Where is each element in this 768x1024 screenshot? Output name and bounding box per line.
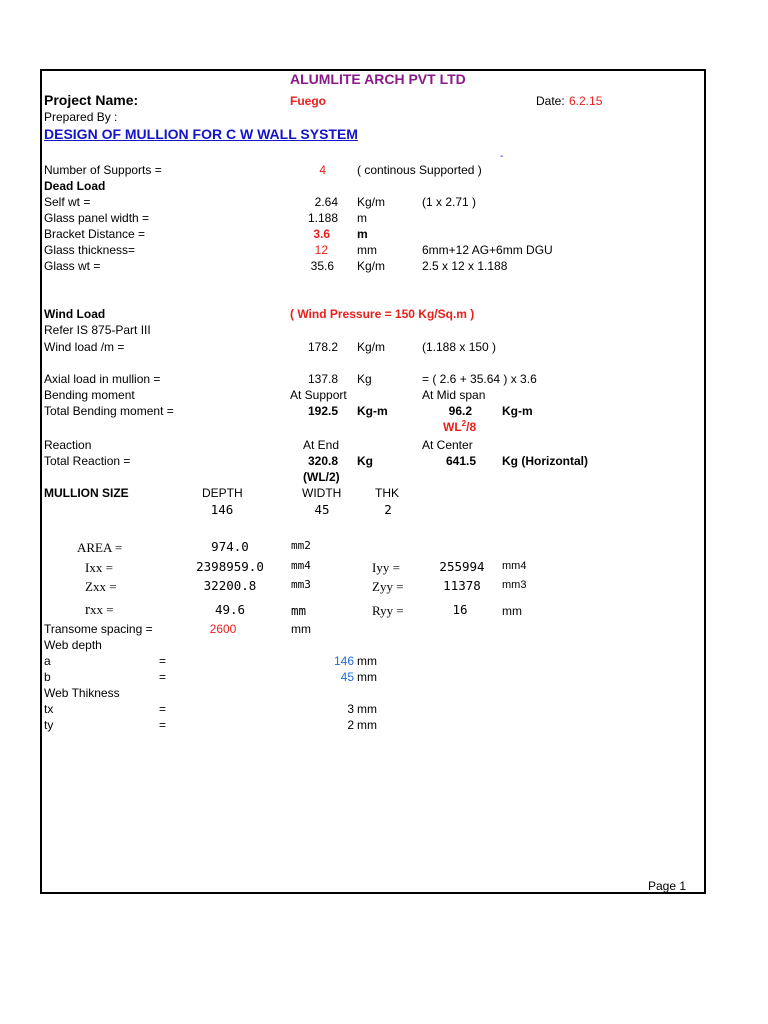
self-wt-label: Self wt = (44, 195, 91, 209)
transome-label: Transome spacing = (44, 622, 153, 636)
rxx-rest: xx = (90, 602, 114, 617)
axial-load-note: = ( 2.6 + 35.64 ) x 3.6 (422, 372, 537, 386)
ixx-label: Ixx = (85, 560, 113, 575)
self-wt-unit: Kg/m (357, 195, 386, 209)
reaction-center-value: 641.5 (445, 454, 476, 468)
zyy-label: Zyy = (372, 579, 404, 594)
iyy-unit: mm4 (502, 560, 527, 572)
reaction-end-unit: Kg (357, 454, 373, 468)
date-label: Date: (536, 94, 565, 108)
area-label: AREA = (77, 540, 123, 555)
bending-mid-unit: Kg-m (502, 404, 533, 418)
area-unit: mm2 (291, 539, 311, 552)
zxx-value: 32200.8 (203, 578, 257, 593)
web-a-eq: = (159, 654, 167, 668)
glass-thickness-note: 6mm+12 AG+6mm DGU (422, 243, 553, 257)
wind-load-note: (1.188 x 150 ) (422, 340, 497, 354)
self-wt-value: 2.64 (314, 195, 338, 209)
page-number: Page 1 (648, 879, 687, 893)
zyy-value: 11378 (443, 578, 481, 593)
axial-load-value: 137.8 (307, 372, 338, 386)
formula-tail: /8 (466, 420, 477, 434)
bending-mid-value: 96.2 (448, 404, 472, 418)
formula-base: WL (443, 420, 462, 434)
bracket-distance-label: Bracket Distance = (44, 227, 146, 241)
project-name-label: Project Name: (44, 92, 139, 108)
transome-unit: mm (291, 622, 311, 636)
self-wt-note: (1 x 2.71 ) (422, 195, 477, 209)
web-ty-eq: = (159, 718, 167, 732)
supports-label: Number of Supports = (44, 163, 162, 177)
area-value: 974.0 (211, 539, 249, 554)
wind-load-unit: Kg/m (357, 340, 386, 354)
formula-exponent: 2 (461, 419, 467, 428)
zxx-unit: mm3 (291, 578, 311, 591)
wind-load-value: 178.2 (307, 340, 338, 354)
width-value: 45 (314, 502, 330, 517)
transome-value: 2600 (209, 622, 237, 636)
ryy-label: Ryy = (372, 603, 404, 618)
wind-load-label: Wind load /m = (44, 340, 125, 354)
depth-label: DEPTH (202, 486, 243, 500)
total-reaction-label: Total Reaction = (44, 454, 131, 468)
glass-width-label: Glass panel width = (44, 211, 150, 225)
web-tx-name: tx (44, 702, 54, 716)
bending-moment-label: Bending moment (44, 388, 135, 402)
page-frame (40, 69, 706, 894)
zxx-label: Zxx = (85, 579, 117, 594)
rxx-r: r (85, 602, 90, 618)
bending-at-support: At Support (290, 388, 347, 402)
supports-note: ( continous Supported ) (357, 163, 482, 177)
reaction-center-unit: Kg (Horizontal) (502, 454, 588, 468)
reaction-at-end: At End (303, 438, 340, 452)
ixx-value: 2398959.0 (196, 559, 264, 574)
glass-wt-label: Glass wt = (44, 259, 101, 273)
ixx-unit: mm4 (291, 559, 311, 572)
thk-label: THK (375, 486, 399, 500)
bracket-distance-value: 3.6 (313, 227, 330, 241)
web-a-unit: mm (357, 654, 377, 668)
wind-pressure: ( Wind Pressure = 150 Kg/Sq.m ) (290, 307, 475, 321)
glass-width-unit: m (357, 211, 367, 225)
bending-support-value: 192.5 (307, 404, 338, 418)
page-title: DESIGN OF MULLION FOR C W WALL SYSTEM (44, 126, 358, 142)
reaction-label: Reaction (44, 438, 92, 452)
web-tx-eq: = (159, 702, 167, 716)
project-name-value: Fuego (290, 94, 326, 108)
supports-value: 4 (319, 163, 326, 177)
glass-thickness-label: Glass thickness= (44, 243, 136, 257)
web-tx-value: 3 (347, 702, 354, 716)
web-a-value: 146 (333, 654, 354, 668)
web-b-value: 45 (340, 670, 354, 684)
mullion-size-label: MULLION SIZE (44, 486, 129, 500)
axial-load-label: Axial load in mullion = (44, 372, 161, 386)
thk-value: 2 (384, 502, 392, 517)
wind-load-heading: Wind Load (44, 307, 106, 321)
glass-thickness-unit: mm (357, 243, 377, 257)
web-b-eq: = (159, 670, 167, 684)
wind-refer: Refer IS 875-Part III (44, 323, 151, 337)
web-thickness-heading: Web Thikness (44, 686, 120, 700)
ryy-unit: mm (502, 604, 522, 618)
ryy-value: 16 (452, 602, 468, 617)
company-name: ALUMLITE ARCH PVT LTD (290, 71, 466, 87)
rxx-label (85, 603, 114, 617)
glass-width-value: 1.188 (307, 211, 338, 225)
dash-mark: - (500, 151, 504, 162)
glass-thickness-value: 12 (314, 243, 328, 257)
bending-support-unit: Kg-m (357, 404, 388, 418)
bracket-distance-unit: m (357, 227, 368, 241)
web-tx-unit: mm (357, 702, 377, 716)
reaction-end-formula: (WL/2) (303, 470, 340, 484)
depth-value: 146 (210, 502, 234, 517)
web-ty-value: 2 (347, 718, 354, 732)
bending-at-mid: At Mid span (422, 388, 486, 402)
prepared-by-label: Prepared By : (44, 110, 118, 124)
axial-load-unit: Kg (357, 372, 372, 386)
date-value: 6.2.15 (569, 94, 603, 108)
web-b-unit: mm (357, 670, 377, 684)
glass-wt-note: 2.5 x 12 x 1.188 (422, 259, 508, 273)
glass-wt-value: 35.6 (310, 259, 334, 273)
web-a-name: a (44, 654, 51, 668)
iyy-value: 255994 (439, 559, 485, 574)
web-ty-unit: mm (357, 718, 377, 732)
zyy-unit: mm3 (502, 579, 527, 591)
glass-wt-unit: Kg/m (357, 259, 386, 273)
web-depth-heading: Web depth (44, 638, 102, 652)
width-label: WIDTH (302, 486, 342, 500)
total-bending-label: Total Bending moment = (44, 404, 174, 418)
rxx-value: 49.6 (214, 602, 246, 617)
web-b-name: b (44, 670, 51, 684)
dead-load-heading: Dead Load (44, 179, 106, 193)
rxx-unit: mm (291, 603, 307, 618)
web-ty-name: ty (44, 718, 54, 732)
bending-formula (443, 420, 476, 434)
reaction-end-value: 320.8 (307, 454, 338, 468)
reaction-at-center: At Center (422, 438, 473, 452)
iyy-label: Iyy = (372, 560, 400, 575)
